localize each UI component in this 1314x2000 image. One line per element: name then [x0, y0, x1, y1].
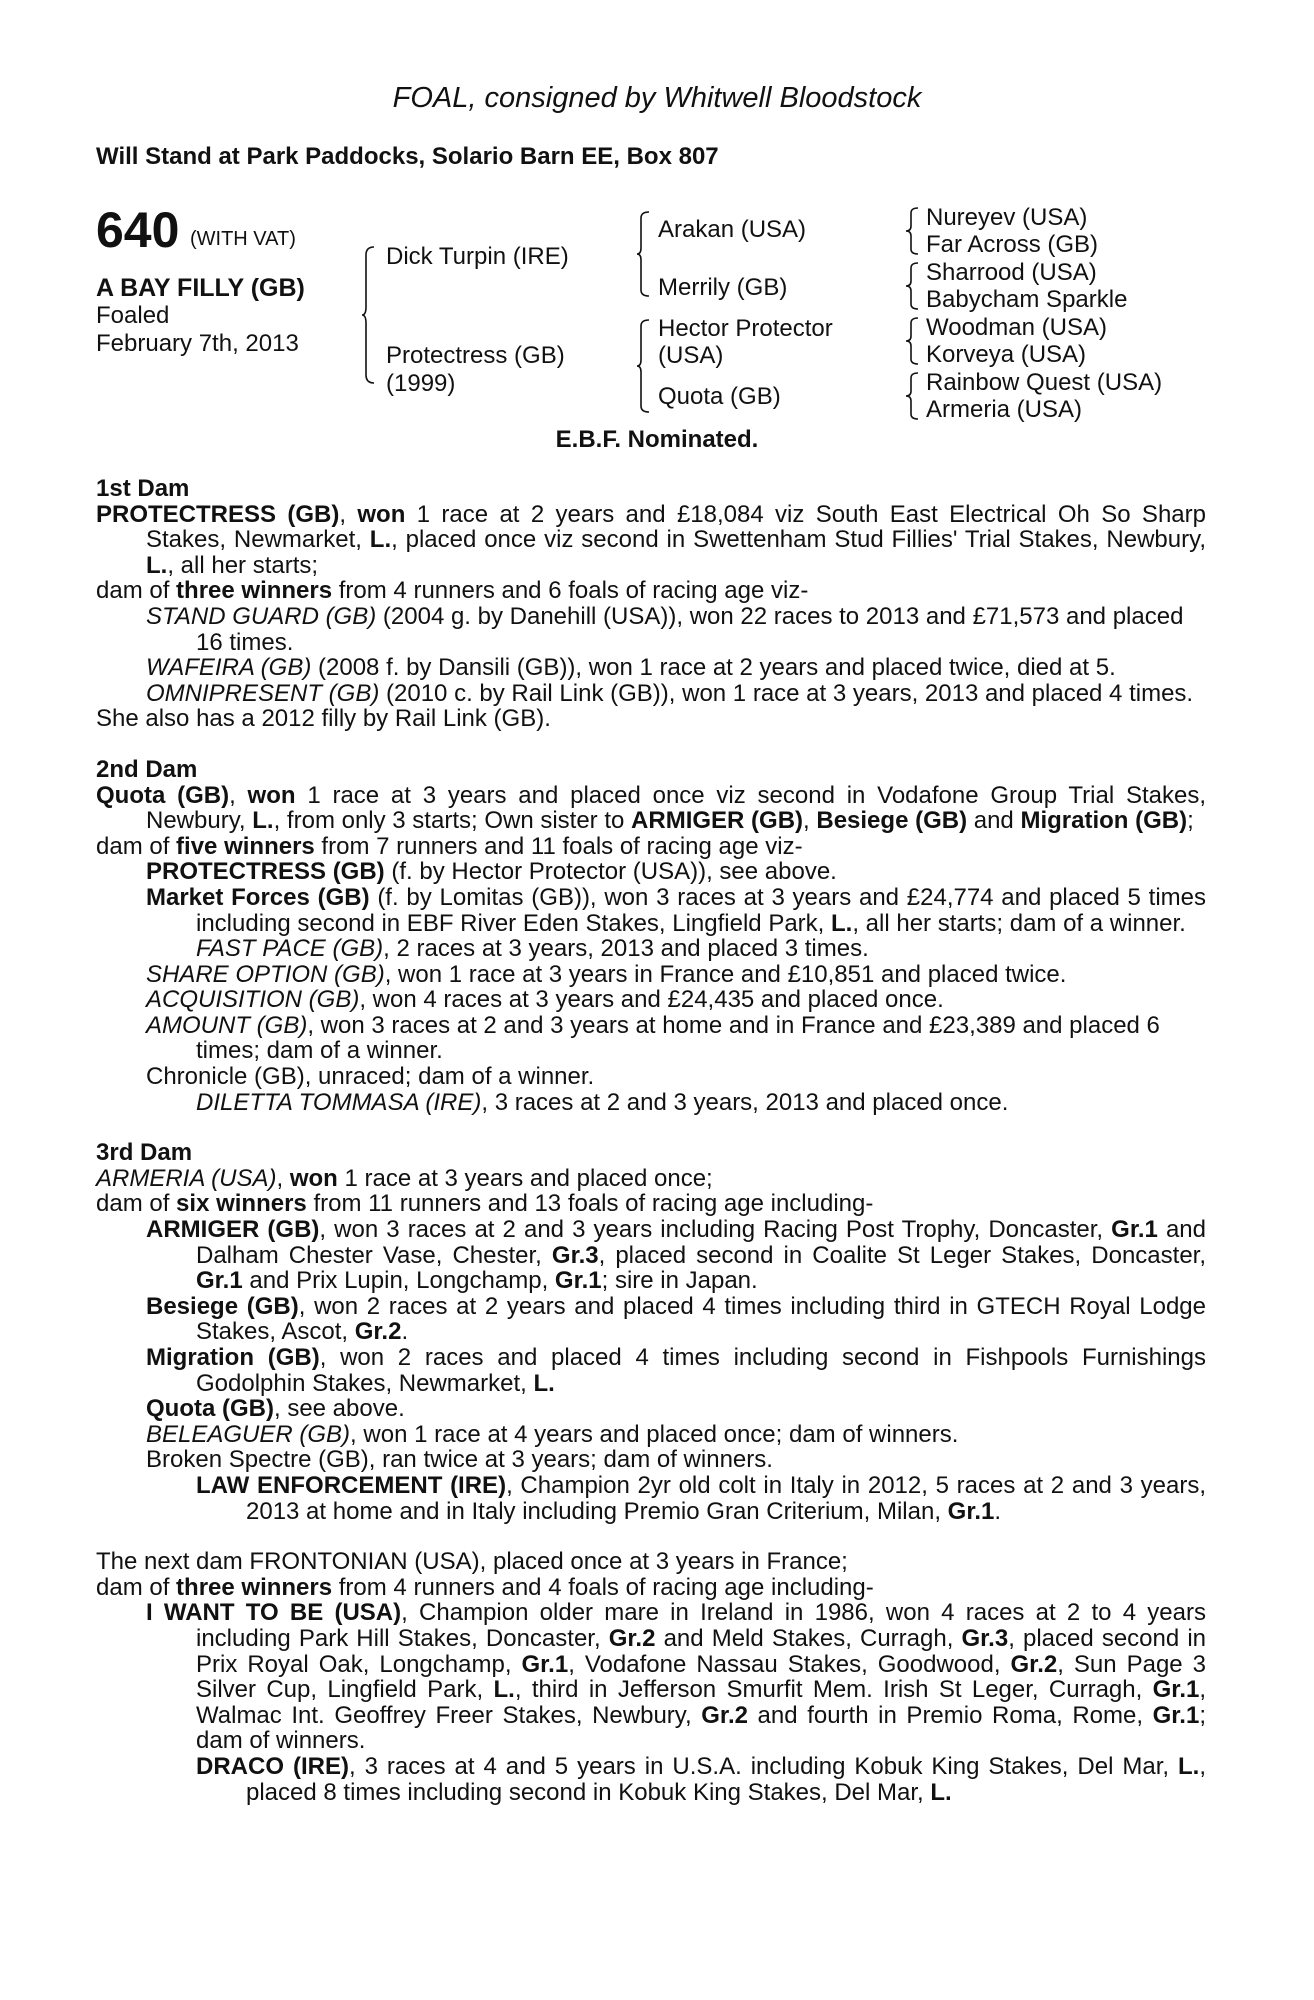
record-text: and fourth in Premio Roma, Rome, [747, 1701, 1153, 1729]
record-text: , 3 races at 2 and 3 years, 2013 and placed once. [481, 1088, 1009, 1116]
group-mark: Gr.2 [1010, 1650, 1058, 1678]
produce-entry [96, 1396, 1206, 1422]
listed-mark: L. [533, 1369, 555, 1397]
pedigree-dam-dam: Quota (GB) [658, 383, 781, 410]
winners-count: three winners [176, 1573, 333, 1601]
group-mark: Gr.3 [961, 1624, 1009, 1652]
produce-name: Besiege (GB) [146, 1292, 299, 1320]
listed-mark: L. [146, 551, 168, 579]
produce-entry: Chronicle (GB), unraced; dam of a winner. [146, 1063, 595, 1091]
record-text: (f. by Hector Protector (USA)), see above. [384, 858, 837, 886]
pedigree-brace-dam [637, 318, 651, 414]
pedigree-dam-year: (1999) [386, 370, 456, 397]
winners-count: six winners [176, 1190, 307, 1218]
produce-name: STAND GUARD (GB) [146, 602, 377, 630]
pedigree-brace-g3-3 [906, 316, 920, 366]
record-text: from 11 runners and 13 foals of racing age including- [306, 1190, 874, 1218]
second-dam-produce [96, 834, 1206, 860]
produce-name: Migration (GB) [146, 1344, 320, 1371]
produce-name: Quota (GB) [146, 1395, 274, 1423]
group-mark: Gr.1 [1152, 1676, 1200, 1704]
group-mark: Gr.1 [1152, 1701, 1200, 1729]
record-text: , 2 races at 3 years, 2013 and placed 3 times. [383, 935, 869, 963]
listed-mark: L. [930, 1778, 952, 1806]
record-text: (2010 c. by Rail Link (GB)), won 1 race at 3 years, 2013 and placed 4 times. [379, 679, 1194, 707]
pedigree-brace-g3-1 [906, 206, 920, 256]
pedigree-g3-7: Rainbow Quest (USA) [926, 369, 1163, 396]
ebf-nominated: E.B.F. Nominated. [555, 426, 759, 453]
record-text: and Prix Lupin, Longchamp, [242, 1267, 555, 1295]
first-dam-also: She also has a 2012 filly by Rail Link (GB). [96, 705, 551, 733]
pedigree-sire: Dick Turpin (IRE) [386, 243, 569, 270]
produce-name: DILETTA TOMMASA (IRE) [196, 1088, 482, 1116]
record-text: . [401, 1318, 409, 1346]
record-text: from 4 runners and 6 foals of racing age viz- [332, 577, 809, 605]
record-text: , won 1 race at 4 years and placed once; dam of winners. [350, 1420, 959, 1448]
record-text: , [276, 1164, 290, 1192]
record-text: ; [1187, 807, 1194, 835]
pedigree-g3-4: Babycham Sparkle [926, 286, 1128, 313]
record-text: dam of [96, 577, 177, 605]
listed-mark: L. [252, 807, 274, 835]
produce-name: PROTECTRESS (GB) [146, 858, 385, 886]
produce-name: FAST PACE (GB) [196, 935, 384, 963]
produce-entry [96, 681, 1206, 707]
sibling-name: ARMIGER (GB) [631, 807, 804, 835]
produce-entry: Broken Spectre (GB), ran twice at 3 years; dam of winners. [146, 1446, 773, 1474]
record-text: from 4 runners and 4 foals of racing age including- [332, 1573, 874, 1601]
pedigree-brace-g3-2 [906, 261, 920, 311]
record-text: , placed second in Prix Royal Oak, Longchamp, [196, 1624, 1207, 1678]
pedigree-brace-gen1 [362, 245, 376, 385]
group-mark: Gr.2 [354, 1318, 402, 1346]
record-text: (f. by Lomitas (GB)), won 3 races at 3 years and £24,774 and placed 5 times including second in EBF River Eden Stakes, Lingfield Park, [196, 883, 1206, 937]
produce-entry [96, 655, 1206, 681]
group-mark: Gr.1 [947, 1497, 995, 1525]
produce-entry [96, 1345, 1206, 1396]
pedigree-brace-g3-4 [906, 371, 920, 421]
group-mark: Gr.1 [196, 1267, 243, 1295]
produce-entry [96, 859, 1206, 885]
record-text: , won 2 races at 2 years and placed 4 times including third in GTECH Royal Lodge Stakes, Ascot, [196, 1292, 1207, 1346]
lot-number: 640 [96, 202, 180, 258]
vat-note: (WITH VAT) [190, 228, 296, 250]
produce-name: I WANT TO BE (USA) [146, 1599, 402, 1627]
dam-name: PROTECTRESS (GB) [96, 500, 340, 528]
group-mark: Gr.1 [1111, 1216, 1158, 1244]
pedigree-sire-dam: Merrily (GB) [658, 274, 788, 301]
record-text: dam of [96, 1573, 177, 1601]
produce-entry [96, 1090, 1206, 1116]
record-text: , see above. [273, 1395, 405, 1423]
record-text: , [803, 807, 817, 835]
record-text: . [994, 1497, 1002, 1525]
record-text: , 3 races at 4 and 5 years in U.S.A. including Kobuk King Stakes, Del Mar, [348, 1752, 1178, 1780]
pedigree-notes [96, 476, 1206, 1805]
horse-name: A BAY FILLY (GB) [96, 274, 305, 302]
first-dam-produce [96, 578, 1206, 604]
record-text: 1 race at 3 years and placed once; [337, 1164, 713, 1192]
record-text: , won 1 race at 3 years in France and £10,851 and placed twice. [384, 960, 1067, 988]
produce-entry [96, 1473, 1206, 1524]
third-dam-heading: 3rd Dam [96, 1139, 193, 1167]
produce-entry [96, 1217, 1206, 1294]
record-text: , Walmac Int. Geoffrey Freer Stakes, Newbury, [196, 1676, 1207, 1729]
third-dam-record [96, 1166, 1206, 1192]
produce-entry [96, 1013, 1206, 1064]
second-dam-record: Quota (GB), won 1 race at 3 years and placed once viz second in Vodafone Group Trial Stakes, Newbury, L., from only 3 starts; Own sister to ARMIGER (GB), Besiege (GB) and Migration (GB); [96, 781, 1206, 835]
record-text: , all her starts; [167, 551, 319, 579]
record-text: ; dam of winners. [196, 1701, 1206, 1755]
pedigree-g3-8: Armeria (USA) [926, 396, 1083, 423]
produce-name: LAW ENFORCEMENT (IRE) [196, 1471, 507, 1499]
produce-name: ARMIGER (GB) [146, 1216, 320, 1244]
record-text: (2008 f. by Dansili (GB)), won 1 race at 2 years and placed twice, died at 5. [311, 654, 1116, 682]
sibling-name: Migration (GB) [1020, 807, 1188, 835]
produce-entry [96, 987, 1206, 1013]
pedigree-g3-1: Nureyev (USA) [926, 204, 1088, 231]
produce-entry [96, 604, 1206, 655]
record-text: , placed once viz second in Swettenham Stud Fillies' Trial Stakes, Newbury, [391, 526, 1207, 554]
record-text: , all her starts; dam of a winner. [852, 909, 1186, 937]
record-text: , Champion 2yr old colt in Italy in 2012, 5 races at 2 and 3 years, 2013 at home and in Italy including Premio Gran Criterium, Milan, [246, 1471, 1207, 1525]
produce-name: Market Forces (GB) [146, 883, 370, 911]
group-mark: Gr.1 [554, 1267, 602, 1295]
pedigree-brace-sire [637, 210, 651, 298]
produce-entry [96, 936, 1206, 962]
record-text: , Vodafone Nassau Stakes, Goodwood, [568, 1650, 1011, 1678]
group-mark: Gr.1 [521, 1650, 569, 1678]
first-dam-heading: 1st Dam [96, 475, 190, 502]
winners-count: three winners [176, 577, 333, 605]
page-title: FOAL, consigned by Whitwell Bloodstock [392, 82, 922, 114]
won-label: won [289, 1164, 338, 1192]
first-dam-record: PROTECTRESS (GB), won 1 race at 2 years and £18,084 viz South East Electrical Oh So Sharp Stakes, Newmarket, L., placed once viz second in Swettenham Stud Fillies' Trial Stakes, Newbury, L., all her starts; [96, 500, 1207, 579]
third-dam-produce [96, 1191, 1206, 1217]
produce-entry [96, 885, 1206, 936]
record-text: , placed 8 times including second in Kobuk King Stakes, Del Mar, [246, 1752, 1206, 1806]
record-text: , won 4 races at 3 years and £24,435 and placed once. [359, 986, 944, 1014]
record-text: , from only 3 starts; Own sister to [273, 807, 632, 835]
record-text: dam of [96, 832, 177, 860]
pedigree-g3-5: Woodman (USA) [926, 314, 1107, 341]
next-dam-record: The next dam FRONTONIAN (USA), placed once at 3 years in France; [96, 1548, 848, 1576]
listed-mark: L. [493, 1676, 515, 1704]
stand-location: Will Stand at Park Paddocks, Solario Barn EE, Box 807 [96, 143, 719, 170]
produce-name: AMOUNT (GB) [146, 1011, 308, 1039]
pedigree-dam-sire-country: (USA) [658, 342, 724, 369]
record-text: , Sun Page 3 Silver Cup, Lingfield Park, [196, 1650, 1207, 1704]
listed-mark: L. [1178, 1752, 1200, 1780]
produce-entry [96, 962, 1206, 988]
record-text: ; sire in Japan. [601, 1267, 758, 1295]
record-text: , won 3 races at 2 and 3 years at home and in France and £23,389 and placed 6 times; dam of a winner. [196, 1011, 1160, 1065]
record-text: 1 race at 2 years and £18,084 viz South East Electrical Oh So Sharp Stakes, Newmarket, [146, 500, 1206, 554]
winners-count: five winners [176, 832, 315, 860]
won-label: won [357, 500, 406, 528]
record-text: and [967, 807, 1021, 835]
foaled-date: February 7th, 2013 [96, 330, 299, 357]
record-text: , won 2 races and placed 4 times including second in Fishpools Furnishings Godolphin Stakes, Newmarket, [196, 1344, 1206, 1397]
group-mark: Gr.2 [608, 1624, 656, 1652]
foaled-label: Foaled [96, 302, 170, 329]
record-text: , won 3 races at 2 and 3 years including Racing Post Trophy, Doncaster, [319, 1216, 1112, 1244]
record-text: from 7 runners and 11 foals of racing age viz- [314, 832, 803, 860]
produce-entry [96, 1754, 1206, 1805]
pedigree-g3-2: Far Across (GB) [926, 231, 1099, 258]
pedigree-sire-sire: Arakan (USA) [658, 216, 807, 243]
group-mark: Gr.3 [551, 1241, 599, 1269]
produce-name: BELEAGUER (GB) [146, 1420, 351, 1448]
record-text: , placed second in Coalite St Leger Stakes, Doncaster, [598, 1241, 1206, 1269]
record-text: , Champion older mare in Ireland in 1986, won 4 races at 2 to 4 years including Park Hill Stakes, Doncaster, [196, 1599, 1206, 1652]
pedigree-g3-6: Korveya (USA) [926, 341, 1087, 368]
produce-name: SHARE OPTION (GB) [146, 960, 385, 988]
produce-entry [96, 1422, 1206, 1448]
sibling-name: Besiege (GB) [816, 807, 968, 835]
record-text: dam of [96, 1190, 177, 1218]
produce-entry [96, 1600, 1206, 1754]
record-text: (2004 g. by Danehill (USA)), won 22 races to 2013 and £71,573 and placed 16 times. [196, 602, 1184, 656]
record-text: and Meld Stakes, Curragh, [655, 1624, 962, 1652]
second-dam-heading: 2nd Dam [96, 755, 198, 783]
dam-name: Quota (GB) [96, 781, 230, 809]
produce-name: WAFEIRA (GB) [146, 654, 312, 682]
group-mark: Gr.2 [701, 1701, 748, 1729]
produce-name: OMNIPRESENT (GB) [146, 679, 380, 707]
record-text: 1 race at 3 years and placed once viz second in Vodafone Group Trial Stakes, Newbury, [146, 781, 1206, 835]
produce-entry [96, 1294, 1206, 1345]
produce-name: DRACO (IRE) [196, 1752, 349, 1780]
pedigree-g3-3: Sharrood (USA) [926, 259, 1097, 286]
listed-mark: L. [831, 909, 853, 937]
pedigree-dam-sire: Hector Protector [658, 315, 833, 342]
dam-name: ARMERIA (USA) [96, 1164, 277, 1192]
next-dam-produce [96, 1575, 1206, 1601]
listed-mark: L. [369, 526, 392, 554]
pedigree-dam: Protectress (GB) [386, 342, 565, 369]
won-label: won [247, 781, 296, 809]
record-text: , third in Jefferson Smurfit Mem. Irish St Leger, Curragh, [514, 1676, 1153, 1704]
produce-name: ACQUISITION (GB) [146, 986, 360, 1014]
record-text: and Dalham Chester Vase, Chester, [196, 1216, 1206, 1269]
